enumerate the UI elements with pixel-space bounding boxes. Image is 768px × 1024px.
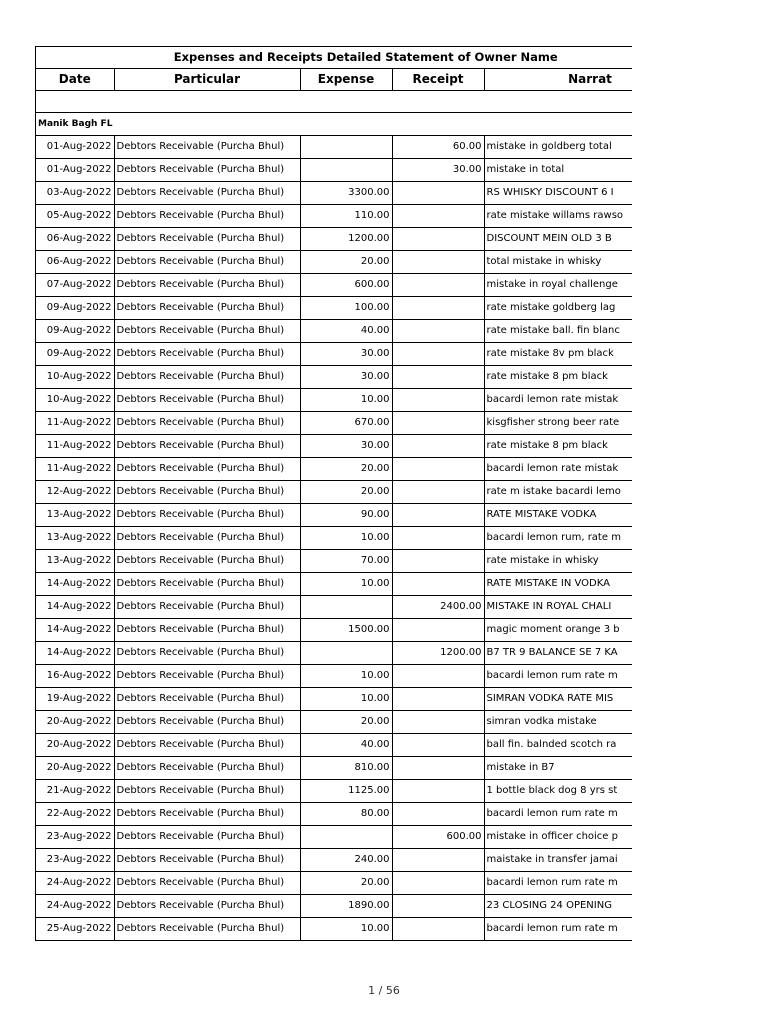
table-row — [36, 297, 632, 320]
cell-expense: 100.00 — [300, 297, 392, 320]
cell-narration: bacardi lemon rum rate m — [484, 665, 632, 688]
table-row — [36, 826, 632, 849]
cell-receipt: 60.00 — [392, 136, 484, 159]
cell-particular: Debtors Receivable (Purcha Bhul) — [114, 182, 300, 205]
cell-receipt — [392, 619, 484, 642]
cell-receipt: 1200.00 — [392, 642, 484, 665]
cell-expense: 10.00 — [300, 389, 392, 412]
cell-receipt — [392, 182, 484, 205]
cell-expense: 40.00 — [300, 734, 392, 757]
cell-receipt: 2400.00 — [392, 596, 484, 619]
table-row — [36, 159, 632, 182]
cell-date: 20-Aug-2022 — [36, 734, 114, 757]
cell-receipt — [392, 872, 484, 895]
table-row — [36, 527, 632, 550]
cell-date: 14-Aug-2022 — [36, 573, 114, 596]
cell-expense: 80.00 — [300, 803, 392, 826]
cell-receipt — [392, 780, 484, 803]
cell-receipt: 600.00 — [392, 826, 484, 849]
cell-date: 03-Aug-2022 — [36, 182, 114, 205]
cell-particular: Debtors Receivable (Purcha Bhul) — [114, 849, 300, 872]
table-row — [36, 642, 632, 665]
cell-receipt — [392, 803, 484, 826]
cell-particular: Debtors Receivable (Purcha Bhul) — [114, 803, 300, 826]
blank-cell — [36, 91, 632, 113]
statement-table — [36, 47, 632, 941]
table-row — [36, 849, 632, 872]
cell-date: 06-Aug-2022 — [36, 228, 114, 251]
cell-receipt — [392, 205, 484, 228]
cell-expense: 10.00 — [300, 918, 392, 941]
header-row — [36, 69, 632, 91]
cell-expense: 30.00 — [300, 435, 392, 458]
cell-narration: mistake in goldberg total — [484, 136, 632, 159]
cell-expense: 670.00 — [300, 412, 392, 435]
cell-date: 09-Aug-2022 — [36, 320, 114, 343]
cell-receipt — [392, 734, 484, 757]
header-particular: Particular — [114, 69, 300, 91]
cell-date: 21-Aug-2022 — [36, 780, 114, 803]
cell-date: 16-Aug-2022 — [36, 665, 114, 688]
cell-expense: 40.00 — [300, 320, 392, 343]
table-row — [36, 688, 632, 711]
cell-narration: 1 bottle black dog 8 yrs st — [484, 780, 632, 803]
cell-narration: kisgfisher strong beer rate — [484, 412, 632, 435]
table-row — [36, 274, 632, 297]
cell-date: 24-Aug-2022 — [36, 895, 114, 918]
cell-date: 22-Aug-2022 — [36, 803, 114, 826]
header-narration: Narrat — [484, 69, 632, 91]
table-row — [36, 343, 632, 366]
cell-narration: rate mistake willams rawso — [484, 205, 632, 228]
cell-particular: Debtors Receivable (Purcha Bhul) — [114, 136, 300, 159]
cell-particular: Debtors Receivable (Purcha Bhul) — [114, 550, 300, 573]
cell-narration: total mistake in whisky — [484, 251, 632, 274]
cell-narration: mistake in royal challenge — [484, 274, 632, 297]
cell-narration: rate mistake ball. fin blanc — [484, 320, 632, 343]
cell-receipt — [392, 251, 484, 274]
cell-date: 11-Aug-2022 — [36, 435, 114, 458]
table-row — [36, 780, 632, 803]
cell-date: 24-Aug-2022 — [36, 872, 114, 895]
cell-particular: Debtors Receivable (Purcha Bhul) — [114, 711, 300, 734]
cell-particular: Debtors Receivable (Purcha Bhul) — [114, 780, 300, 803]
header-receipt: Receipt — [392, 69, 484, 91]
cell-date: 14-Aug-2022 — [36, 642, 114, 665]
cell-receipt — [392, 550, 484, 573]
cell-narration: SIMRAN VODKA RATE MIS — [484, 688, 632, 711]
cell-narration: bacardi lemon rate mistak — [484, 389, 632, 412]
cell-particular: Debtors Receivable (Purcha Bhul) — [114, 734, 300, 757]
table-row — [36, 872, 632, 895]
cell-particular: Debtors Receivable (Purcha Bhul) — [114, 412, 300, 435]
cell-date: 20-Aug-2022 — [36, 757, 114, 780]
cell-particular: Debtors Receivable (Purcha Bhul) — [114, 642, 300, 665]
cell-particular: Debtors Receivable (Purcha Bhul) — [114, 573, 300, 596]
cell-particular: Debtors Receivable (Purcha Bhul) — [114, 895, 300, 918]
cell-expense: 30.00 — [300, 366, 392, 389]
cell-receipt: 30.00 — [392, 159, 484, 182]
cell-receipt — [392, 527, 484, 550]
cell-date: 01-Aug-2022 — [36, 136, 114, 159]
cell-date: 20-Aug-2022 — [36, 711, 114, 734]
cell-particular: Debtors Receivable (Purcha Bhul) — [114, 159, 300, 182]
cell-receipt — [392, 895, 484, 918]
cell-particular: Debtors Receivable (Purcha Bhul) — [114, 366, 300, 389]
cell-date: 11-Aug-2022 — [36, 458, 114, 481]
table-row — [36, 228, 632, 251]
cell-date: 12-Aug-2022 — [36, 481, 114, 504]
cell-narration: DISCOUNT MEIN OLD 3 B — [484, 228, 632, 251]
cell-receipt — [392, 504, 484, 527]
cell-receipt — [392, 343, 484, 366]
cell-date: 06-Aug-2022 — [36, 251, 114, 274]
cell-date: 09-Aug-2022 — [36, 297, 114, 320]
cell-narration: rate mistake 8 pm black — [484, 435, 632, 458]
cell-particular: Debtors Receivable (Purcha Bhul) — [114, 389, 300, 412]
header-date: Date — [36, 69, 114, 91]
cell-narration: bacardi lemon rum rate m — [484, 918, 632, 941]
cell-narration: rate mistake goldberg lag — [484, 297, 632, 320]
cell-expense: 30.00 — [300, 343, 392, 366]
cell-date: 10-Aug-2022 — [36, 366, 114, 389]
statement-title: Expenses and Receipts Detailed Statement of Owner Name — [36, 47, 632, 69]
table-row — [36, 757, 632, 780]
cell-date: 14-Aug-2022 — [36, 596, 114, 619]
cell-expense: 90.00 — [300, 504, 392, 527]
cell-expense: 1125.00 — [300, 780, 392, 803]
table-row — [36, 389, 632, 412]
cell-date: 09-Aug-2022 — [36, 343, 114, 366]
cell-particular: Debtors Receivable (Purcha Bhul) — [114, 665, 300, 688]
cell-narration: MISTAKE IN ROYAL CHALI — [484, 596, 632, 619]
cell-receipt — [392, 412, 484, 435]
table-row — [36, 803, 632, 826]
table-row — [36, 481, 632, 504]
cell-expense: 1500.00 — [300, 619, 392, 642]
cell-expense: 20.00 — [300, 251, 392, 274]
cell-date: 13-Aug-2022 — [36, 504, 114, 527]
cell-narration: bacardi lemon rum rate m — [484, 872, 632, 895]
cell-expense: 20.00 — [300, 481, 392, 504]
table-row — [36, 596, 632, 619]
table-row — [36, 458, 632, 481]
cell-date: 19-Aug-2022 — [36, 688, 114, 711]
cell-narration: magic moment orange 3 b — [484, 619, 632, 642]
cell-particular: Debtors Receivable (Purcha Bhul) — [114, 918, 300, 941]
cell-particular: Debtors Receivable (Purcha Bhul) — [114, 343, 300, 366]
table-row — [36, 412, 632, 435]
cell-particular: Debtors Receivable (Purcha Bhul) — [114, 504, 300, 527]
cell-particular: Debtors Receivable (Purcha Bhul) — [114, 688, 300, 711]
cell-particular: Debtors Receivable (Purcha Bhul) — [114, 251, 300, 274]
cell-expense: 1200.00 — [300, 228, 392, 251]
cell-expense — [300, 136, 392, 159]
cell-expense — [300, 642, 392, 665]
cell-narration: B7 TR 9 BALANCE SE 7 KA — [484, 642, 632, 665]
cell-narration: mistake in total — [484, 159, 632, 182]
table-row — [36, 182, 632, 205]
table-row — [36, 918, 632, 941]
table-row — [36, 205, 632, 228]
cell-receipt — [392, 389, 484, 412]
cell-narration: simran vodka mistake — [484, 711, 632, 734]
cell-receipt — [392, 458, 484, 481]
statement-table-container — [35, 46, 632, 941]
cell-narration: rate mistake in whisky — [484, 550, 632, 573]
cell-date: 23-Aug-2022 — [36, 849, 114, 872]
cell-particular: Debtors Receivable (Purcha Bhul) — [114, 481, 300, 504]
cell-expense: 3300.00 — [300, 182, 392, 205]
cell-narration: bacardi lemon rum rate m — [484, 803, 632, 826]
cell-particular: Debtors Receivable (Purcha Bhul) — [114, 228, 300, 251]
page-indicator: 1 / 56 — [368, 984, 400, 997]
blank-row — [36, 91, 632, 113]
cell-receipt — [392, 573, 484, 596]
table-row — [36, 366, 632, 389]
cell-date: 23-Aug-2022 — [36, 826, 114, 849]
cell-expense: 240.00 — [300, 849, 392, 872]
table-row — [36, 504, 632, 527]
cell-expense: 110.00 — [300, 205, 392, 228]
header-expense: Expense — [300, 69, 392, 91]
cell-expense: 10.00 — [300, 665, 392, 688]
cell-date: 25-Aug-2022 — [36, 918, 114, 941]
cell-expense: 600.00 — [300, 274, 392, 297]
cell-particular: Debtors Receivable (Purcha Bhul) — [114, 274, 300, 297]
cell-receipt — [392, 366, 484, 389]
cell-particular: Debtors Receivable (Purcha Bhul) — [114, 826, 300, 849]
cell-receipt — [392, 849, 484, 872]
cell-narration: ball fin. balnded scotch ra — [484, 734, 632, 757]
cell-particular: Debtors Receivable (Purcha Bhul) — [114, 757, 300, 780]
cell-receipt — [392, 688, 484, 711]
cell-narration: RATE MISTAKE VODKA — [484, 504, 632, 527]
group-label: Manik Bagh FL — [36, 113, 632, 136]
table-row — [36, 435, 632, 458]
cell-receipt — [392, 918, 484, 941]
table-row — [36, 665, 632, 688]
cell-date: 01-Aug-2022 — [36, 159, 114, 182]
title-row — [36, 47, 632, 69]
cell-narration: RS WHISKY DISCOUNT 6 I — [484, 182, 632, 205]
cell-expense — [300, 159, 392, 182]
cell-narration: maistake in transfer jamai — [484, 849, 632, 872]
cell-narration: bacardi lemon rum, rate m — [484, 527, 632, 550]
cell-expense: 70.00 — [300, 550, 392, 573]
cell-date: 07-Aug-2022 — [36, 274, 114, 297]
cell-expense: 10.00 — [300, 527, 392, 550]
table-row — [36, 320, 632, 343]
cell-receipt — [392, 320, 484, 343]
cell-receipt — [392, 757, 484, 780]
cell-particular: Debtors Receivable (Purcha Bhul) — [114, 297, 300, 320]
cell-particular: Debtors Receivable (Purcha Bhul) — [114, 205, 300, 228]
cell-receipt — [392, 665, 484, 688]
table-row — [36, 895, 632, 918]
cell-narration: 23 CLOSING 24 OPENING — [484, 895, 632, 918]
cell-expense — [300, 826, 392, 849]
cell-expense: 20.00 — [300, 458, 392, 481]
cell-date: 13-Aug-2022 — [36, 527, 114, 550]
cell-narration: bacardi lemon rate mistak — [484, 458, 632, 481]
cell-receipt — [392, 435, 484, 458]
cell-particular: Debtors Receivable (Purcha Bhul) — [114, 458, 300, 481]
cell-expense: 1890.00 — [300, 895, 392, 918]
cell-receipt — [392, 228, 484, 251]
cell-particular: Debtors Receivable (Purcha Bhul) — [114, 872, 300, 895]
cell-expense — [300, 596, 392, 619]
cell-narration: mistake in officer choice p — [484, 826, 632, 849]
cell-particular: Debtors Receivable (Purcha Bhul) — [114, 435, 300, 458]
cell-receipt — [392, 481, 484, 504]
table-row — [36, 251, 632, 274]
table-row — [36, 711, 632, 734]
table-row — [36, 550, 632, 573]
cell-date: 13-Aug-2022 — [36, 550, 114, 573]
table-row — [36, 573, 632, 596]
cell-particular: Debtors Receivable (Purcha Bhul) — [114, 320, 300, 343]
cell-date: 14-Aug-2022 — [36, 619, 114, 642]
cell-date: 11-Aug-2022 — [36, 412, 114, 435]
cell-expense: 20.00 — [300, 872, 392, 895]
cell-narration: rate mistake 8v pm black — [484, 343, 632, 366]
cell-expense: 810.00 — [300, 757, 392, 780]
cell-expense: 20.00 — [300, 711, 392, 734]
group-row — [36, 113, 632, 136]
cell-receipt — [392, 711, 484, 734]
cell-narration: rate m istake bacardi lemo — [484, 481, 632, 504]
cell-particular: Debtors Receivable (Purcha Bhul) — [114, 619, 300, 642]
cell-receipt — [392, 274, 484, 297]
cell-narration: RATE MISTAKE IN VODKA — [484, 573, 632, 596]
table-row — [36, 734, 632, 757]
table-row — [36, 136, 632, 159]
cell-particular: Debtors Receivable (Purcha Bhul) — [114, 596, 300, 619]
cell-narration: mistake in B7 — [484, 757, 632, 780]
cell-particular: Debtors Receivable (Purcha Bhul) — [114, 527, 300, 550]
table-row — [36, 619, 632, 642]
cell-date: 05-Aug-2022 — [36, 205, 114, 228]
cell-expense: 10.00 — [300, 573, 392, 596]
cell-date: 10-Aug-2022 — [36, 389, 114, 412]
cell-expense: 10.00 — [300, 688, 392, 711]
cell-narration: rate mistake 8 pm black — [484, 366, 632, 389]
cell-receipt — [392, 297, 484, 320]
